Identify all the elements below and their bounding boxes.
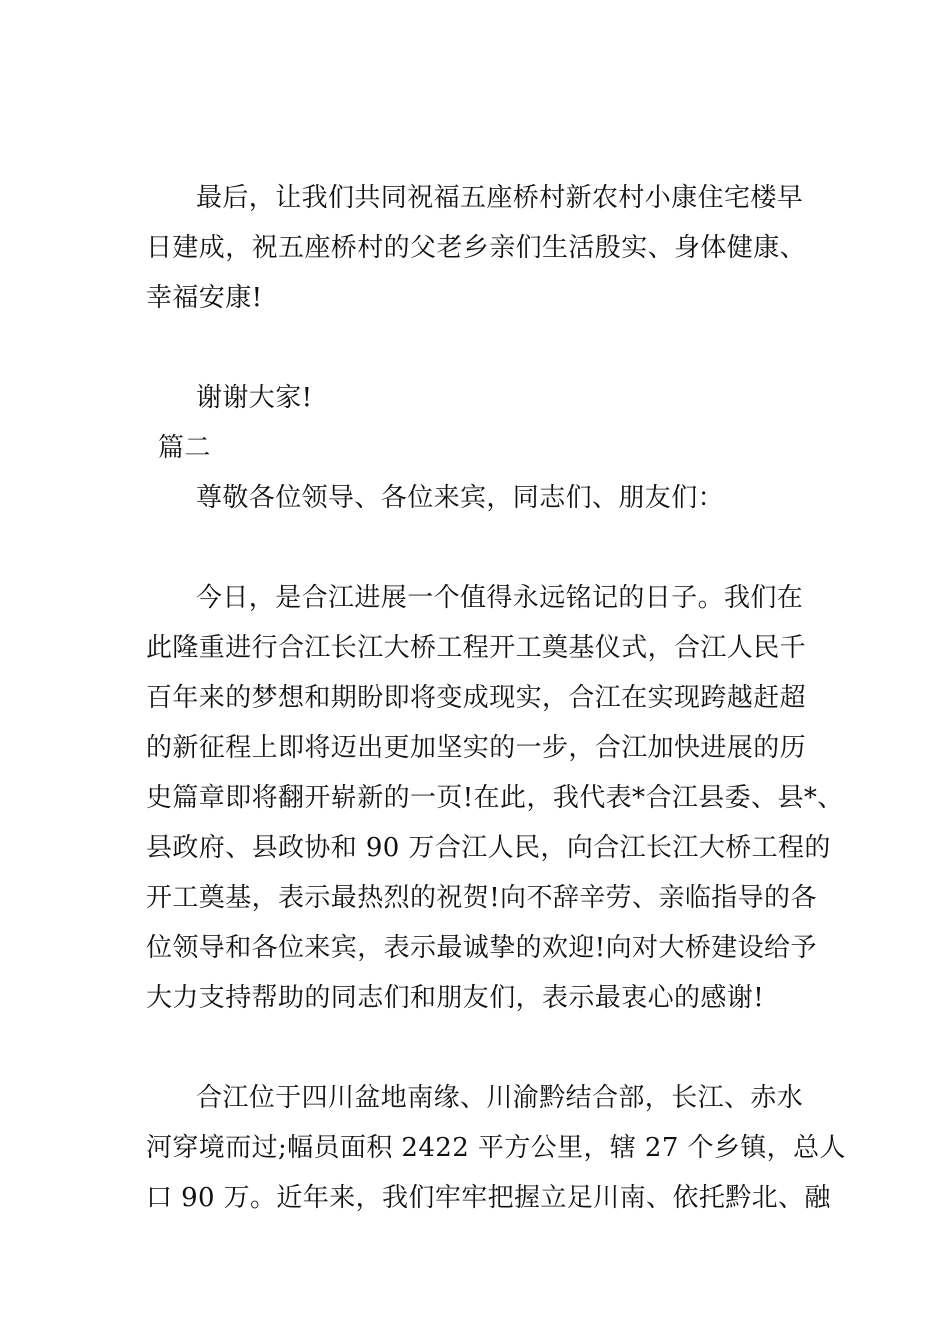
paragraph-line: 日建成，祝五座桥村的父老乡亲们生活殷实、身体健康、 xyxy=(146,233,807,263)
paragraph-line: 县政府、县政协和 90 万合江人民，向合江长江大桥工程的 xyxy=(146,833,831,863)
paragraph-line: 幸福安康! xyxy=(146,283,263,313)
paragraph-line: 开工奠基，表示最热烈的祝贺!向不辞辛劳、亲临指导的各 xyxy=(146,883,817,913)
salutation-text: 尊敬各位领导、各位来宾，同志们、朋友们： xyxy=(196,483,725,513)
thanks-text: 谢谢大家! xyxy=(196,383,313,413)
paragraph-line: 合江位于四川盆地南缘、川渝黔结合部，长江、赤水 xyxy=(196,1083,804,1113)
paragraph-line: 河穿境而过;幅员面积 2422 平方公里，辖 27 个乡镇，总人 xyxy=(146,1133,846,1163)
paragraph-line: 大力支持帮助的同志们和朋友们，表示最衷心的感谢! xyxy=(146,983,765,1013)
section-heading: 篇二 xyxy=(158,433,211,463)
paragraph-line: 最后，让我们共同祝福五座桥村新农村小康住宅楼早 xyxy=(196,183,804,213)
paragraph-line: 今日，是合江进展一个值得永远铭记的日子。我们在 xyxy=(196,583,804,613)
paragraph-line: 位领导和各位来宾，表示最诚挚的欢迎!向对大桥建设给予 xyxy=(146,933,817,963)
paragraph-line: 此隆重进行合江长江大桥工程开工奠基仪式，合江人民千 xyxy=(146,633,807,663)
paragraph-line: 的新征程上即将迈出更加坚实的一步，合江加快进展的历 xyxy=(146,733,807,763)
paragraph-line: 百年来的梦想和期盼即将变成现实，合江在实现跨越赶超 xyxy=(146,683,807,713)
paragraph-line: 口 90 万。近年来，我们牢牢把握立足川南、依托黔北、融 xyxy=(146,1183,831,1213)
paragraph-line: 史篇章即将翻开崭新的一页!在此，我代表*合江县委、县*、 xyxy=(146,783,844,813)
